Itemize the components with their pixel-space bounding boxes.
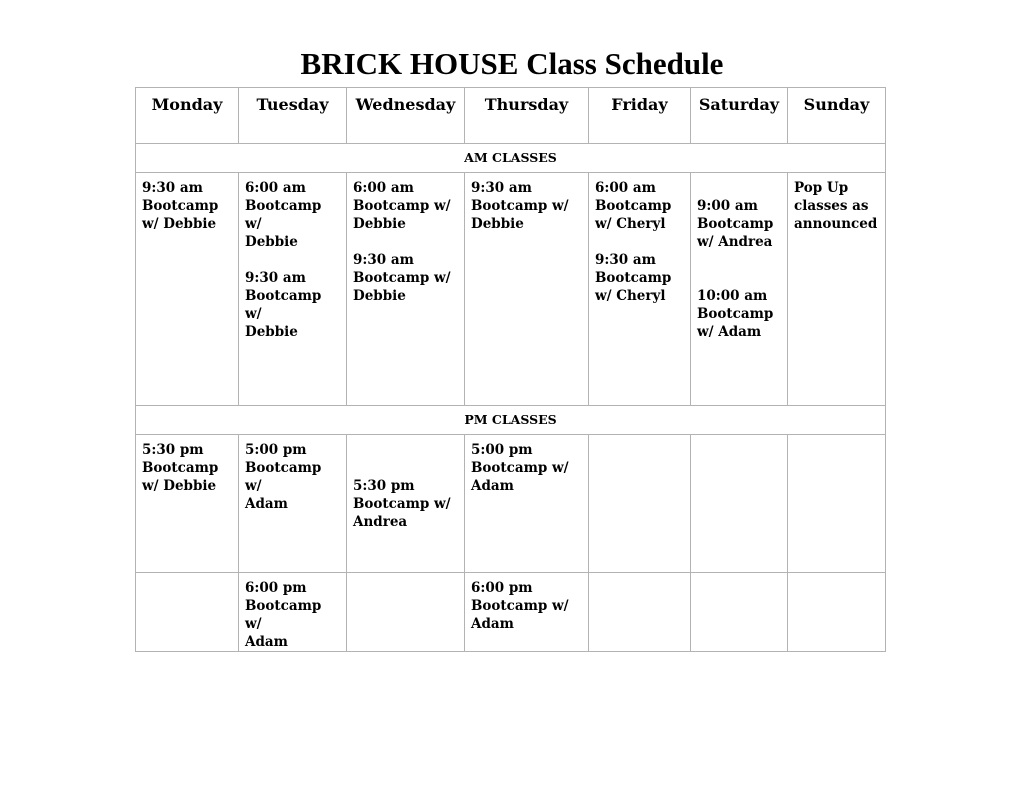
- class-name: Bootcamp w/: [471, 460, 569, 476]
- class-name: Bootcamp w/: [353, 496, 451, 512]
- class-time: 5:30 pm: [353, 478, 415, 494]
- pm-wednesday-cell: [347, 435, 465, 573]
- class-instructor: Adam: [245, 496, 288, 512]
- class-name: Bootcamp w/: [245, 598, 322, 632]
- class-time: 9:00 am: [697, 198, 758, 214]
- day-header-tuesday: Tuesday: [239, 88, 347, 144]
- class-instructor: Adam: [471, 616, 514, 632]
- class-name: Bootcamp: [595, 198, 672, 214]
- class-instructor: w/ Debbie: [142, 216, 217, 232]
- class-time: 6:00 am: [595, 180, 656, 196]
- day-header-thursday: Thursday: [465, 88, 589, 144]
- class-time: 10:00 am: [697, 288, 768, 304]
- day-header-saturday: Saturday: [691, 88, 788, 144]
- pm2-tuesday-cell: [239, 573, 347, 652]
- pm-friday-cell: [589, 435, 691, 573]
- schedule-table: [135, 87, 886, 652]
- class-time: 9:30 am: [142, 180, 203, 196]
- am-tuesday-cell: [239, 173, 347, 406]
- am-sunday-cell: [788, 173, 886, 406]
- class-time: 9:30 am: [353, 252, 414, 268]
- class-time: 5:00 pm: [245, 442, 307, 458]
- class-time: 9:30 am: [471, 180, 532, 196]
- class-instructor: w/ Adam: [697, 324, 762, 340]
- pm-tuesday-cell: [239, 435, 347, 573]
- class-instructor: w/ Cheryl: [595, 216, 666, 232]
- pm2-sunday-cell: [788, 573, 886, 652]
- day-header-wednesday: Wednesday: [347, 88, 465, 144]
- am-thursday-cell: [465, 173, 589, 406]
- pm-monday-cell: [136, 435, 239, 573]
- pm2-wednesday-cell: [347, 573, 465, 652]
- class-instructor: Adam: [245, 634, 288, 650]
- class-name: Bootcamp w/: [471, 598, 569, 614]
- am-saturday-cell: [691, 173, 788, 406]
- pm2-thursday-cell: [465, 573, 589, 652]
- class-name: Bootcamp: [595, 270, 672, 286]
- class-name: Bootcamp: [142, 198, 219, 214]
- section-label-pm: PM CLASSES: [136, 406, 886, 435]
- class-time: 6:00 pm: [471, 580, 533, 596]
- pm-sunday-cell: [788, 435, 886, 573]
- class-name: Bootcamp w/: [245, 198, 322, 232]
- class-instructor: Debbie: [471, 216, 524, 232]
- sunday-note: Pop Up: [794, 180, 849, 196]
- day-header-monday: Monday: [136, 88, 239, 144]
- class-name: Bootcamp w/: [245, 460, 322, 494]
- class-instructor: Debbie: [245, 324, 298, 340]
- class-instructor: Andrea: [353, 514, 408, 530]
- pm2-saturday-cell: [691, 573, 788, 652]
- class-name: Bootcamp: [697, 216, 774, 232]
- class-name: Bootcamp w/: [245, 288, 322, 322]
- page-title: BRICK HOUSE Class Schedule: [300, 46, 724, 81]
- day-header-sunday: Sunday: [788, 88, 886, 144]
- class-instructor: Debbie: [353, 216, 406, 232]
- class-instructor: Debbie: [245, 234, 298, 250]
- sunday-note: classes as: [794, 198, 869, 214]
- class-name: Bootcamp: [697, 306, 774, 322]
- am-friday-cell: [589, 173, 691, 406]
- pm-classes-row-1: [136, 435, 886, 573]
- class-instructor: Debbie: [353, 288, 406, 304]
- class-name: Bootcamp w/: [471, 198, 569, 214]
- class-time: 6:00 pm: [245, 580, 307, 596]
- day-header-row: [136, 88, 886, 144]
- class-time: 6:00 am: [245, 180, 306, 196]
- class-instructor: w/ Debbie: [142, 478, 217, 494]
- day-header-friday: Friday: [589, 88, 691, 144]
- section-row-pm: [136, 406, 886, 435]
- class-name: Bootcamp: [142, 460, 219, 476]
- sunday-note: announced: [794, 216, 878, 232]
- class-name: Bootcamp w/: [353, 198, 451, 214]
- class-time: 6:00 am: [353, 180, 414, 196]
- class-time: 5:00 pm: [471, 442, 533, 458]
- class-time: 9:30 am: [245, 270, 306, 286]
- pm-thursday-cell: [465, 435, 589, 573]
- am-classes-row: [136, 173, 886, 406]
- class-time: 9:30 am: [595, 252, 656, 268]
- pm2-monday-cell: [136, 573, 239, 652]
- section-row-am: [136, 144, 886, 173]
- am-wednesday-cell: [347, 173, 465, 406]
- section-label-am: AM CLASSES: [136, 144, 886, 173]
- class-time: 5:30 pm: [142, 442, 204, 458]
- class-instructor: w/ Andrea: [697, 234, 773, 250]
- pm2-friday-cell: [589, 573, 691, 652]
- pm-saturday-cell: [691, 435, 788, 573]
- class-instructor: Adam: [471, 478, 514, 494]
- class-name: Bootcamp w/: [353, 270, 451, 286]
- class-instructor: w/ Cheryl: [595, 288, 666, 304]
- pm-classes-row-2: [136, 573, 886, 652]
- am-monday-cell: [136, 173, 239, 406]
